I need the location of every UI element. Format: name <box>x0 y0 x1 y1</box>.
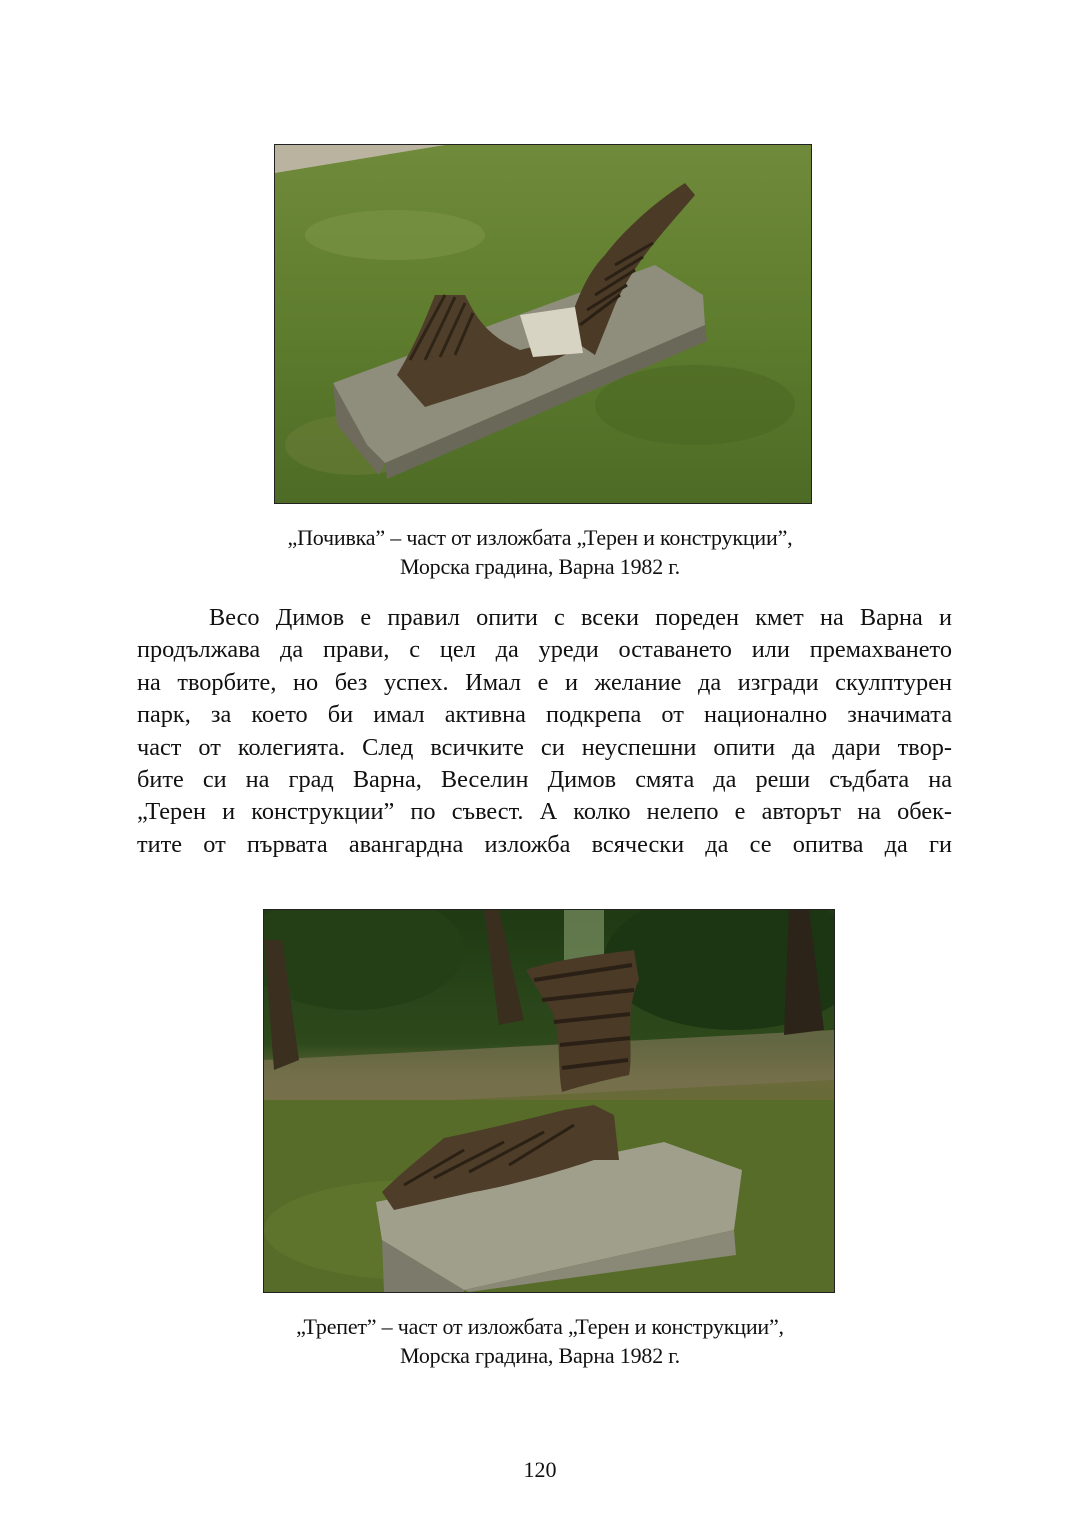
paragraph-line: на творбите, но без успех. Имал е и желание да изгради скулптурен <box>137 668 952 696</box>
paragraph-line: парк, за което би имал активна подкрепа от национално значимата <box>137 701 952 729</box>
page-number: 120 <box>523 1457 557 1482</box>
paragraph-line: част от колегията. След всичките си неуспешни опити да дари твор- <box>137 733 952 761</box>
paragraph-line: бите си на град Варна, Веселин Димов смята да реши съдбата на <box>137 765 952 793</box>
paragraph-line: Весо Димов е правил опити с всеки пореден кмет на Варна и <box>209 604 952 631</box>
paragraph-line: тите от първата авангардна изложба всячески да се опитва да ги <box>137 830 952 858</box>
figure-caption-trepet <box>0 1312 1080 1370</box>
caption-line: Морска градина, Варна 1982 г. <box>400 1343 680 1368</box>
paragraph-line: продължава да прави, с цел да уреди оставането или премахването <box>137 636 952 664</box>
sculpture-photo-trepet <box>263 909 835 1293</box>
figure-caption-pochivka <box>0 523 1080 581</box>
sculpture-photo-pochivka <box>274 144 812 504</box>
caption-line: „Трепет” – част от изложбата „Терен и конструкции”, <box>296 1314 784 1339</box>
caption-line: Морска градина, Варна 1982 г. <box>400 554 680 579</box>
body-paragraph <box>137 602 952 861</box>
caption-line: „Почивка” – част от изложбата „Терен и конструкции”, <box>287 525 793 550</box>
paragraph-line: „Терен и конструкции” по съвест. А колко нелепо е авторът на обек- <box>137 798 952 826</box>
